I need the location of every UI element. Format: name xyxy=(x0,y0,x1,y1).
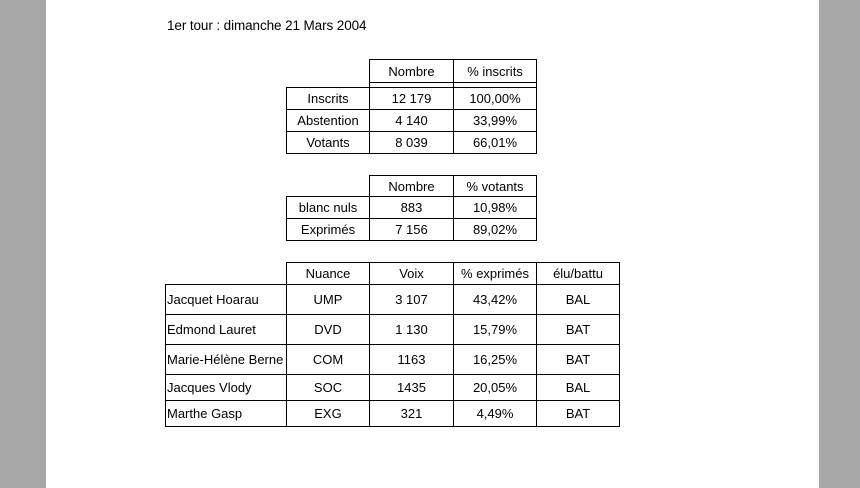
page-title: 1er tour : dimanche 21 Mars 2004 xyxy=(167,18,367,33)
candidate-name: Marthe Gasp xyxy=(166,401,287,427)
cell-value: BAT xyxy=(537,345,620,375)
cell-value: UMP xyxy=(287,285,370,315)
participation-table xyxy=(286,59,537,154)
cell-value: 89,02% xyxy=(454,219,537,241)
table-row xyxy=(287,88,537,110)
cell-value: BAL xyxy=(537,375,620,401)
cell-value: EXG xyxy=(287,401,370,427)
header-cell-empty xyxy=(287,176,370,197)
cell-value: 15,79% xyxy=(454,315,537,345)
candidates-table xyxy=(165,262,620,427)
cell-value: DVD xyxy=(287,315,370,345)
header-cell: élu/battu xyxy=(537,263,620,285)
cell-value: BAL xyxy=(537,285,620,315)
candidate-name: Marie-Hélène Berne xyxy=(166,345,287,375)
table-row xyxy=(166,315,620,345)
candidate-name: Jacques Vlody xyxy=(166,375,287,401)
table-row xyxy=(287,197,537,219)
cell-value: 4 140 xyxy=(370,110,454,132)
cell-value: 7 156 xyxy=(370,219,454,241)
table-row xyxy=(166,285,620,315)
cell-value: 4,49% xyxy=(454,401,537,427)
row-label: Votants xyxy=(287,132,370,154)
table-row xyxy=(166,345,620,375)
cell-value: 1 130 xyxy=(370,315,454,345)
cell-value: 321 xyxy=(370,401,454,427)
cell-value: 12 179 xyxy=(370,88,454,110)
cell-value: 20,05% xyxy=(454,375,537,401)
cell-value: 1163 xyxy=(370,345,454,375)
votes-table xyxy=(286,175,537,241)
row-label: Abstention xyxy=(287,110,370,132)
cell-value: 10,98% xyxy=(454,197,537,219)
cell-value: 66,01% xyxy=(454,132,537,154)
row-label: Exprimés xyxy=(287,219,370,241)
header-cell-empty xyxy=(287,60,370,83)
header-cell: Nuance xyxy=(287,263,370,285)
document-page xyxy=(46,0,819,488)
cell-value: 33,99% xyxy=(454,110,537,132)
cell-value: 43,42% xyxy=(454,285,537,315)
table-row xyxy=(287,110,537,132)
header-cell: % exprimés xyxy=(454,263,537,285)
table-header-row xyxy=(287,60,537,83)
row-label: Inscrits xyxy=(287,88,370,110)
header-cell: Voix xyxy=(370,263,454,285)
cell-value: 883 xyxy=(370,197,454,219)
cell-value: 8 039 xyxy=(370,132,454,154)
cell-value: BAT xyxy=(537,401,620,427)
cell-value: 1435 xyxy=(370,375,454,401)
cell-value: 16,25% xyxy=(454,345,537,375)
row-label: blanc nuls xyxy=(287,197,370,219)
cell-value: 100,00% xyxy=(454,88,537,110)
cell-value: SOC xyxy=(287,375,370,401)
header-cell: Nombre xyxy=(370,60,454,83)
header-cell-empty xyxy=(166,263,287,285)
table-header-row xyxy=(166,263,620,285)
table-header-row xyxy=(287,176,537,197)
candidate-name: Jacquet Hoarau xyxy=(166,285,287,315)
table-row xyxy=(166,401,620,427)
header-cell: Nombre xyxy=(370,176,454,197)
table-row xyxy=(287,132,537,154)
header-cell: % inscrits xyxy=(454,60,537,83)
candidate-name: Edmond Lauret xyxy=(166,315,287,345)
table-row xyxy=(166,375,620,401)
table-row xyxy=(287,219,537,241)
cell-value: BAT xyxy=(537,315,620,345)
cell-value: 3 107 xyxy=(370,285,454,315)
header-cell: % votants xyxy=(454,176,537,197)
cell-value: COM xyxy=(287,345,370,375)
